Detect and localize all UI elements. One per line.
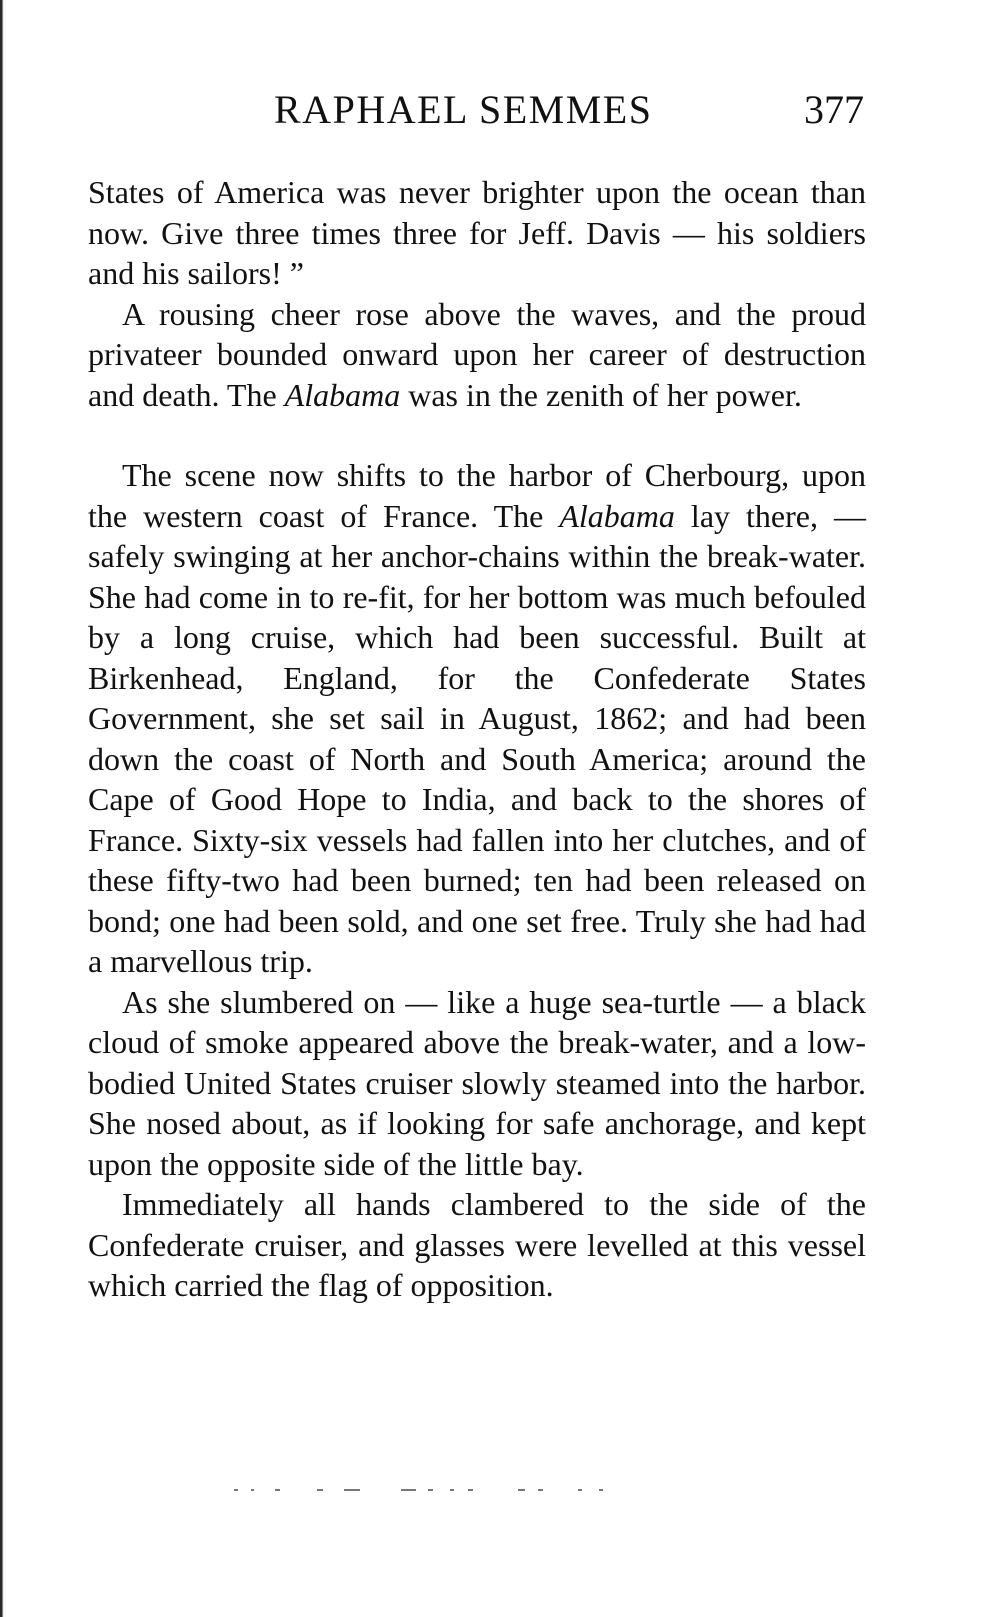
ink-mark <box>317 1489 323 1491</box>
ink-mark <box>599 1489 603 1491</box>
paragraph-continued <box>88 172 866 294</box>
paragraph-text: A rousing cheer rose above the waves, and the proud privateer bounded onward upon her career of destruction and death. The <box>88 295 866 413</box>
ink-mark <box>234 1489 238 1491</box>
binding-edge <box>0 0 4 1617</box>
ink-mark <box>518 1489 525 1491</box>
paragraph-text: was in the zenith of her power. <box>400 376 802 413</box>
section-break <box>88 415 866 455</box>
ink-mark <box>428 1489 433 1491</box>
ship-name: Alabama <box>559 497 675 534</box>
ship-name: Alabama <box>284 376 401 413</box>
ink-mark <box>538 1489 543 1491</box>
page-number: 377 <box>804 87 864 132</box>
ink-mark <box>344 1489 360 1491</box>
ink-mark <box>450 1489 454 1491</box>
paragraph-text: The scene now shifts to the harbor of Cherbourg, upon the western coast of France. The <box>88 457 866 534</box>
ink-mark <box>578 1489 582 1491</box>
running-head <box>88 86 866 134</box>
paragraph-rousing-cheer <box>88 294 866 416</box>
ink-mark <box>275 1489 280 1491</box>
ink-mark <box>401 1489 416 1491</box>
paragraph-text: lay there, — safely swinging at her anchor-chains within the break-water. She had come in to re-fit, for her bottom was much befouled by a long cruise, which had been successful. Built at Birkenhead, England, for the Confederate States Government, she set sail in August, 1862; and had been down the coast of North and South America; around the Cape of Good Hope to India, and back to the shores of France. Sixty-six vessels had fallen into her clutches, and of these fifty-two had been burned; ten had been released on bond; one had been sold, and one set free. Truly she had had a marvellous trip. <box>88 497 867 979</box>
running-title: RAPHAEL SEMMES <box>274 87 653 132</box>
paragraph-cherbourg <box>88 455 866 982</box>
paragraph-sea-turtle <box>88 982 866 1185</box>
ink-mark <box>251 1489 254 1491</box>
paragraph-text: States of America was never brighter upon the ocean than now. Give three times three for Jeff. Davis — his soldiers and his sailors! ” <box>88 174 866 291</box>
ink-mark <box>468 1489 473 1491</box>
paragraph-glasses-levelled <box>88 1184 866 1306</box>
paragraph-text: Immediately all hands clambered to the side of the Confederate cruiser, and glasses were levelled at this vessel which carried the flag of opposition. <box>88 1186 866 1303</box>
paragraph-text: As she slumbered on — like a huge sea-turtle — a black cloud of smoke appeared above the break-water, and a low-bodied United States cruiser slowly steamed into the harbor. She nosed about, as if looking for safe anchorage, and kept upon the opposite side of the little bay. <box>88 983 866 1182</box>
body-text <box>88 172 866 1306</box>
